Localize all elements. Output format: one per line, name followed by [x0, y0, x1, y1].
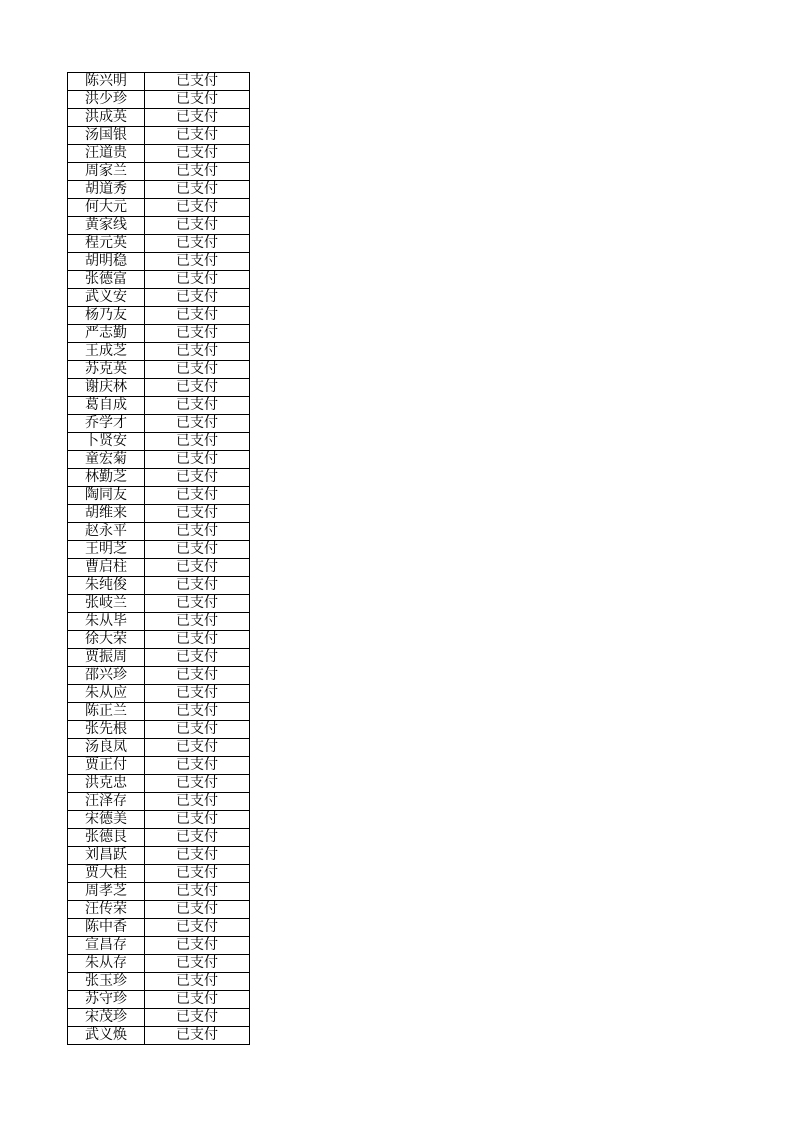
name-cell: 汪泽存: [68, 793, 145, 811]
name-cell: 陈兴明: [68, 73, 145, 91]
name-cell: 朱从存: [68, 955, 145, 973]
name-cell: 邵兴珍: [68, 667, 145, 685]
payment-status-table: [67, 72, 250, 1045]
payment-status-cell: 已支付: [145, 361, 250, 379]
table-row: [68, 775, 250, 793]
table-row: [68, 253, 250, 271]
table-row: [68, 613, 250, 631]
payment-status-cell: 已支付: [145, 919, 250, 937]
payment-status-cell: 已支付: [145, 469, 250, 487]
name-cell: 刘昌跃: [68, 847, 145, 865]
table-row: [68, 811, 250, 829]
name-cell: 张岐兰: [68, 595, 145, 613]
name-cell: 朱从毕: [68, 613, 145, 631]
table-row: [68, 955, 250, 973]
payment-status-cell: 已支付: [145, 901, 250, 919]
name-cell: 张德富: [68, 271, 145, 289]
table-row: [68, 325, 250, 343]
name-cell: 曹启柱: [68, 559, 145, 577]
name-cell: 张德艮: [68, 829, 145, 847]
name-cell: 张先根: [68, 721, 145, 739]
name-cell: 周家兰: [68, 163, 145, 181]
name-cell: 贾大桂: [68, 865, 145, 883]
payment-status-cell: 已支付: [145, 757, 250, 775]
name-cell: 王明芝: [68, 541, 145, 559]
name-cell: 王成芝: [68, 343, 145, 361]
payment-status-cell: 已支付: [145, 235, 250, 253]
payment-status-cell: 已支付: [145, 991, 250, 1009]
payment-status-cell: 已支付: [145, 415, 250, 433]
table-row: [68, 181, 250, 199]
table-row: [68, 109, 250, 127]
table-row: [68, 145, 250, 163]
table-row: [68, 559, 250, 577]
name-cell: 周孝芝: [68, 883, 145, 901]
payment-status-cell: 已支付: [145, 433, 250, 451]
payment-status-cell: 已支付: [145, 559, 250, 577]
payment-status-cell: 已支付: [145, 217, 250, 235]
payment-status-cell: 已支付: [145, 505, 250, 523]
table-row: [68, 343, 250, 361]
payment-status-cell: 已支付: [145, 91, 250, 109]
payment-status-cell: 已支付: [145, 163, 250, 181]
name-cell: 贾正付: [68, 757, 145, 775]
name-cell: 杨乃友: [68, 307, 145, 325]
payment-status-cell: 已支付: [145, 1009, 250, 1027]
name-cell: 汪道贵: [68, 145, 145, 163]
payment-status-cell: 已支付: [145, 595, 250, 613]
table-row: [68, 901, 250, 919]
name-cell: 洪克忠: [68, 775, 145, 793]
payment-status-cell: 已支付: [145, 271, 250, 289]
name-cell: 宋德美: [68, 811, 145, 829]
table-row: [68, 793, 250, 811]
name-cell: 汤国银: [68, 127, 145, 145]
name-cell: 宋茂珍: [68, 1009, 145, 1027]
name-cell: 胡明稳: [68, 253, 145, 271]
name-cell: 胡道秀: [68, 181, 145, 199]
name-cell: 乔学才: [68, 415, 145, 433]
payment-status-cell: 已支付: [145, 973, 250, 991]
table-row: [68, 91, 250, 109]
name-cell: 武义安: [68, 289, 145, 307]
name-cell: 葛自成: [68, 397, 145, 415]
table-row: [68, 199, 250, 217]
table-row: [68, 685, 250, 703]
table-row: [68, 577, 250, 595]
table-row: [68, 865, 250, 883]
name-cell: 朱从应: [68, 685, 145, 703]
table-row: [68, 937, 250, 955]
table-row: [68, 469, 250, 487]
payment-status-cell: 已支付: [145, 793, 250, 811]
payment-status-cell: 已支付: [145, 775, 250, 793]
name-cell: 陈中香: [68, 919, 145, 937]
payment-status-cell: 已支付: [145, 451, 250, 469]
payment-status-cell: 已支付: [145, 955, 250, 973]
table-row: [68, 595, 250, 613]
payment-status-cell: 已支付: [145, 703, 250, 721]
payment-status-cell: 已支付: [145, 613, 250, 631]
table-row: [68, 73, 250, 91]
name-cell: 何大元: [68, 199, 145, 217]
payment-status-cell: 已支付: [145, 379, 250, 397]
payment-status-cell: 已支付: [145, 883, 250, 901]
table-row: [68, 433, 250, 451]
table-row: [68, 883, 250, 901]
table-row: [68, 631, 250, 649]
name-cell: 黄家线: [68, 217, 145, 235]
payment-status-cell: 已支付: [145, 109, 250, 127]
table-row: [68, 667, 250, 685]
payment-status-cell: 已支付: [145, 343, 250, 361]
payment-status-cell: 已支付: [145, 253, 250, 271]
table-body: [68, 73, 250, 1045]
table-row: [68, 919, 250, 937]
payment-status-cell: 已支付: [145, 937, 250, 955]
table-row: [68, 415, 250, 433]
payment-status-cell: 已支付: [145, 181, 250, 199]
name-cell: 童宏菊: [68, 451, 145, 469]
name-cell: 严志勤: [68, 325, 145, 343]
payment-status-cell: 已支付: [145, 523, 250, 541]
name-cell: 苏守珍: [68, 991, 145, 1009]
table-row: [68, 505, 250, 523]
name-cell: 陶同友: [68, 487, 145, 505]
payment-status-cell: 已支付: [145, 541, 250, 559]
payment-status-cell: 已支付: [145, 649, 250, 667]
payment-status-cell: 已支付: [145, 487, 250, 505]
payment-status-cell: 已支付: [145, 721, 250, 739]
table-row: [68, 703, 250, 721]
table-row: [68, 739, 250, 757]
payment-status-cell: 已支付: [145, 325, 250, 343]
name-cell: 张玉珍: [68, 973, 145, 991]
table-row: [68, 541, 250, 559]
table-row: [68, 1027, 250, 1045]
payment-status-cell: 已支付: [145, 145, 250, 163]
name-cell: 宣昌存: [68, 937, 145, 955]
name-cell: 汤良凤: [68, 739, 145, 757]
table-row: [68, 163, 250, 181]
payment-status-cell: 已支付: [145, 685, 250, 703]
table-row: [68, 973, 250, 991]
table-row: [68, 847, 250, 865]
table-row: [68, 721, 250, 739]
table-row: [68, 361, 250, 379]
payment-status-cell: 已支付: [145, 811, 250, 829]
name-cell: 胡维来: [68, 505, 145, 523]
table-row: [68, 523, 250, 541]
payment-status-cell: 已支付: [145, 127, 250, 145]
table-row: [68, 289, 250, 307]
name-cell: 贾振周: [68, 649, 145, 667]
table-row: [68, 451, 250, 469]
name-cell: 陈正兰: [68, 703, 145, 721]
table-row: [68, 1009, 250, 1027]
name-cell: 林勤芝: [68, 469, 145, 487]
payment-status-cell: 已支付: [145, 73, 250, 91]
name-cell: 徐大荣: [68, 631, 145, 649]
table-row: [68, 649, 250, 667]
payment-status-cell: 已支付: [145, 289, 250, 307]
table-row: [68, 271, 250, 289]
name-cell: 汪传荣: [68, 901, 145, 919]
name-cell: 苏克英: [68, 361, 145, 379]
name-cell: 谢庆林: [68, 379, 145, 397]
name-cell: 武义焕: [68, 1027, 145, 1045]
name-cell: 卜贤安: [68, 433, 145, 451]
payment-status-cell: 已支付: [145, 307, 250, 325]
payment-status-cell: 已支付: [145, 829, 250, 847]
name-cell: 赵永平: [68, 523, 145, 541]
table-row: [68, 127, 250, 145]
name-cell: 程元英: [68, 235, 145, 253]
name-cell: 朱纯俊: [68, 577, 145, 595]
table-row: [68, 217, 250, 235]
table-row: [68, 757, 250, 775]
table-row: [68, 991, 250, 1009]
name-cell: 洪少珍: [68, 91, 145, 109]
table-row: [68, 307, 250, 325]
payment-status-cell: 已支付: [145, 199, 250, 217]
name-cell: 洪成英: [68, 109, 145, 127]
payment-status-cell: 已支付: [145, 739, 250, 757]
payment-status-cell: 已支付: [145, 397, 250, 415]
table-row: [68, 487, 250, 505]
payment-status-cell: 已支付: [145, 847, 250, 865]
table-row: [68, 235, 250, 253]
table-row: [68, 379, 250, 397]
payment-status-cell: 已支付: [145, 1027, 250, 1045]
payment-status-cell: 已支付: [145, 865, 250, 883]
table-row: [68, 397, 250, 415]
table-row: [68, 829, 250, 847]
payment-status-cell: 已支付: [145, 667, 250, 685]
payment-status-cell: 已支付: [145, 631, 250, 649]
payment-status-cell: 已支付: [145, 577, 250, 595]
